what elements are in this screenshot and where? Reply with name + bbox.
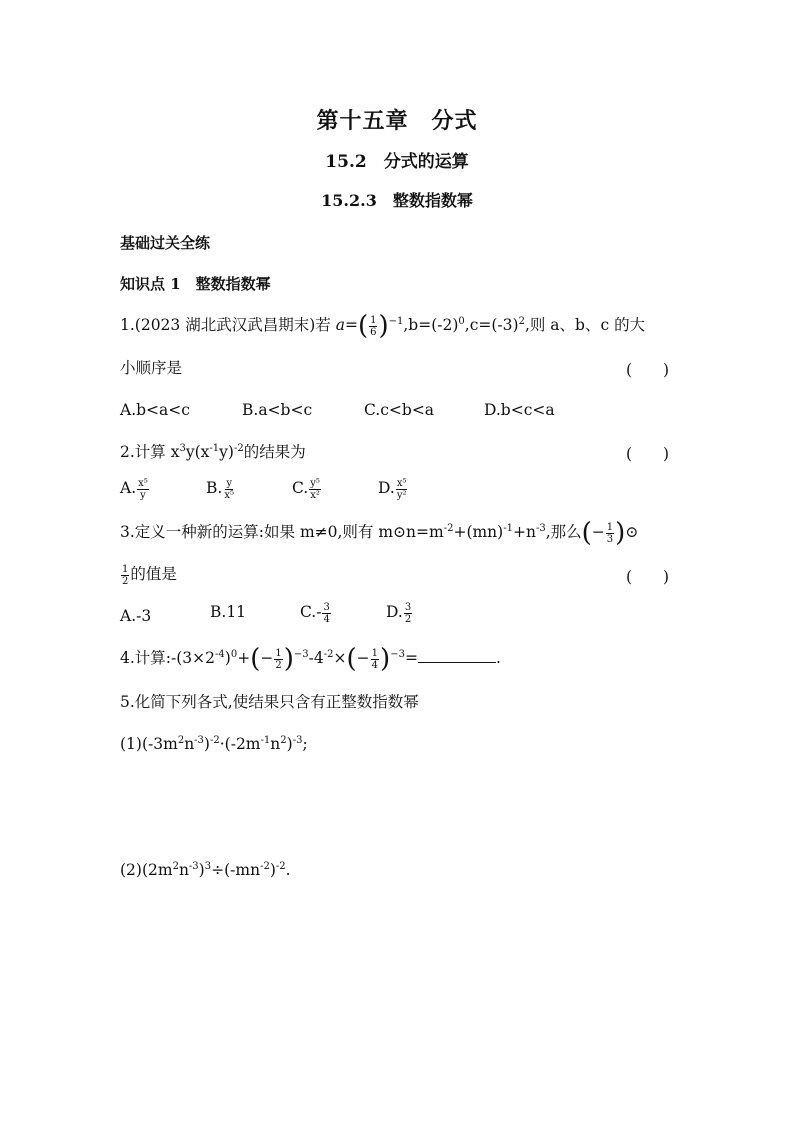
chapter-title: 第十五章 分式 (316, 108, 478, 134)
knowledge-point: 知识点 1 整数指数幂 (120, 275, 271, 293)
question-5-title: 5.化简下列各式,使结果只含有正整数指数幂 (120, 693, 419, 711)
answer-paren-1[interactable]: ( ) (626, 361, 670, 379)
q3-option-a[interactable]: A.-3 (120, 607, 152, 625)
q2-option-c[interactable]: C. $\frac{\text{y⁵}}{\text{x²}}$ (292, 477, 320, 501)
q2-option-b[interactable]: B. $\frac{y}{\text{x⁵}}$ (206, 477, 234, 501)
question-4: 4.计算$:-(3\times 2^{-4})^0+(-$ $\frac{1}{2}$ )$^{-3}-4^{-2}\times(-$ $\frac{1}{4}$ )$^{-3}$= . (120, 644, 501, 674)
question-5-part-1: $(1)(-3m^2n^{-3})^{-2}\cdot(-2m^{-1}n^2)^{-3}$; (120, 734, 308, 753)
q1-option-d[interactable]: D.b<c<a (484, 401, 555, 419)
answer-paren-2[interactable]: ( ) (626, 445, 670, 463)
section-title: 15.2 分式的运算 (325, 152, 469, 172)
question-3: 3.定义一种新的运算:如果 m≠0,则有 $m⊙n=m^{-2}+(mn)^{-1}+n^{-3}$,那么(− $\frac{1}{3}$ )⊙ (120, 518, 639, 548)
practice-title: 基础过关全练 (120, 234, 211, 252)
question-5-part-2: $(2)(2m^2n^{-3})^3\div(-mn^{-2})^{-2}$. (120, 860, 291, 879)
q3-option-d[interactable]: D. $\frac{3}{2}$ (386, 601, 412, 625)
answer-paren-3[interactable]: ( ) (626, 568, 670, 586)
q1-option-b[interactable]: B.a<b<c (242, 401, 313, 419)
question-1-line2: 小顺序是 (120, 359, 183, 377)
q1-option-a[interactable]: A.b<a<c (120, 401, 190, 419)
q1-option-c[interactable]: C.c<b<a (364, 401, 435, 419)
question-3-line2: $\frac{1}{2}$ 的值是 (122, 563, 177, 587)
q2-option-d[interactable]: D. $\frac{\text{x⁵}}{\text{y²}}$ (378, 477, 407, 501)
subsection-title: 15.2.3 整数指数幂 (321, 191, 473, 210)
q2-option-a[interactable]: A. $\frac{\text{x⁵}}{y}$ (120, 477, 148, 501)
answer-blank-4[interactable] (418, 648, 496, 663)
question-1: 1.(2023 湖北武汉武昌期末)若 a=( $\frac{1}{6}$ )$^{-1},b=(-2)^0,c=(-3)^2$,则 a、b、c 的大 (120, 311, 646, 341)
q3-option-c[interactable]: C.- $\frac{3}{4}$ (300, 601, 330, 625)
question-2: 2.计算 $x^3y(x^{-1}y)^{-2}$的结果为 (120, 442, 306, 461)
q3-option-b[interactable]: B.11 (210, 603, 247, 621)
